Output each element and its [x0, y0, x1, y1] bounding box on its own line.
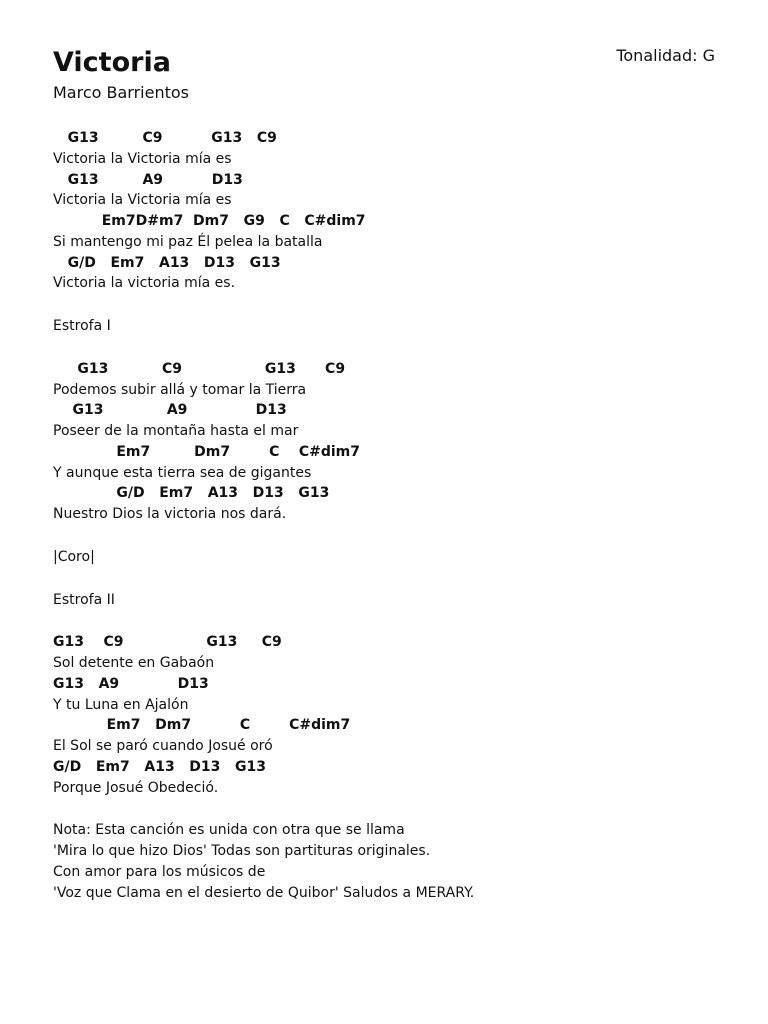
blank-line: [53, 610, 733, 632]
chord-line: G/D Em7 A13 D13 G13: [53, 485, 330, 502]
chord-line: Em7 Dm7 C C#dim7: [53, 443, 360, 460]
chord-line: Em7D#m7 Dm7 G9 C C#dim7: [53, 213, 366, 229]
song-title: Victoria: [53, 47, 171, 78]
section-label: Estrofa II: [53, 591, 115, 608]
lyric-line: Victoria la Victoria mía es: [53, 150, 232, 167]
blank-line: [53, 525, 733, 547]
lyric-line: Nuestro Dios la victoria nos dará.: [53, 506, 287, 522]
lyric-line: Porque Josué Obedeció.: [53, 779, 219, 796]
chord-line: Em7 Dm7 C C#dim7: [53, 717, 351, 734]
chord-line: G13 C9 G13 C9: [53, 634, 282, 651]
chord-line: G/D Em7 A13 D13 G13: [53, 758, 267, 775]
lyric-line: 'Mira lo que hizo Dios' Todas son partituras originales.: [53, 843, 431, 859]
lyric-line: 'Voz que Clama en el desierto de Quibor' Saludos a MERARY.: [53, 884, 475, 901]
blank-line: [53, 568, 733, 590]
chord-line: G13 C9 G13 C9: [53, 360, 346, 377]
lyric-line: Victoria la victoria mía es.: [53, 275, 236, 292]
chord-line: G13 A9 D13: [53, 402, 287, 419]
lyric-line: El Sol se paró cuando Josué oró: [53, 738, 273, 754]
section-label: |Coro|: [53, 548, 95, 565]
song-artist: Marco Barrientos: [53, 83, 189, 102]
lyric-line: Y aunque esta tierra sea de gigantes: [53, 464, 312, 481]
lyric-line: Sol detente en Gabaón: [53, 655, 215, 671]
song-sheet: [53, 44, 733, 903]
chord-line: G13 C9 G13 C9: [53, 130, 277, 146]
blank-line: [53, 337, 733, 359]
lyric-line: Podemos subir allá y tomar la Tierra: [53, 381, 307, 398]
section-label: Estrofa I: [53, 318, 111, 334]
blank-line: [53, 798, 733, 820]
chord-line: G13 A9 D13: [53, 675, 209, 692]
key-label: Tonalidad: G: [616, 46, 715, 65]
blank-line: [53, 294, 733, 316]
lyric-line: Con amor para los músicos de: [53, 863, 266, 880]
chord-line: G/D Em7 A13 D13 G13: [53, 254, 281, 271]
lyric-line: Y tu Luna en Ajalón: [53, 696, 189, 713]
lyric-line: Si mantengo mi paz Él pelea la batalla: [53, 233, 323, 250]
lyric-line: Victoria la Victoria mía es: [53, 192, 232, 209]
chord-line: G13 A9 D13: [53, 171, 243, 188]
lyric-line: Nota: Esta canción es unida con otra que se llama: [53, 822, 405, 839]
song-body: [53, 128, 733, 903]
lyric-line: Poseer de la montaña hasta el mar: [53, 423, 299, 439]
